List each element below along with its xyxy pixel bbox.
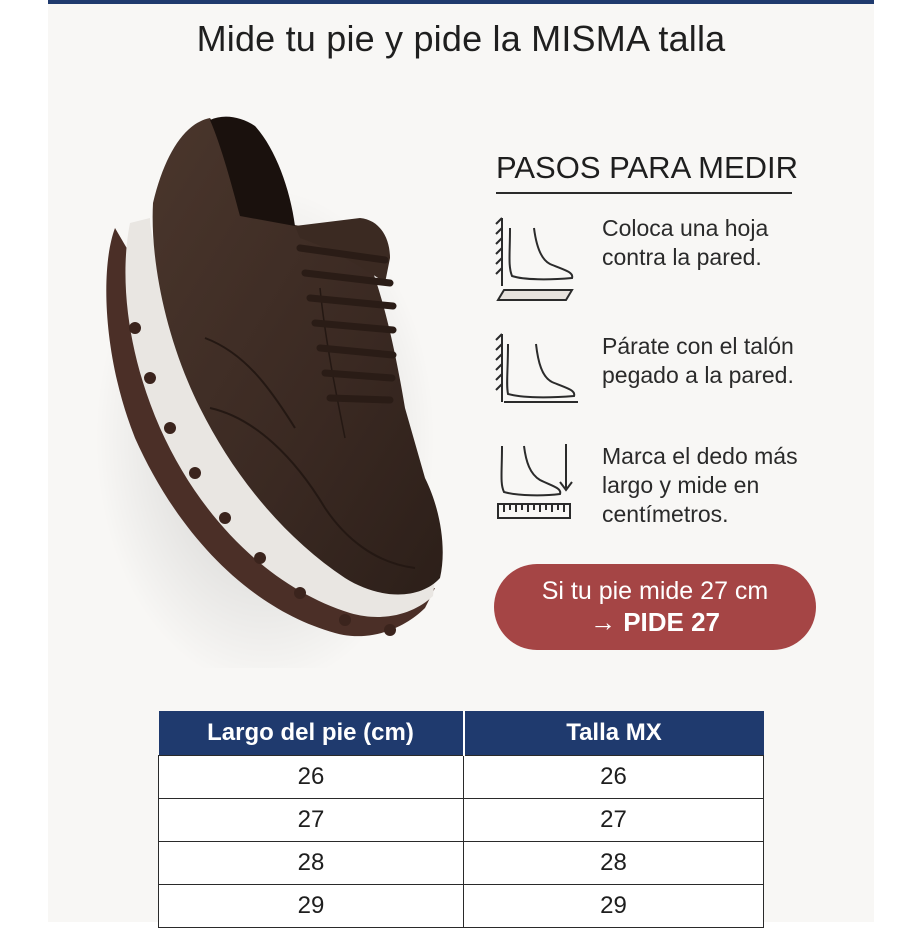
foot-on-paper-against-wall-icon bbox=[494, 214, 578, 304]
cell-foot-length: 28 bbox=[159, 842, 464, 885]
step-3-line-2: largo y mide en bbox=[602, 472, 760, 498]
steps-title: PASOS PARA MEDIR bbox=[496, 150, 799, 185]
header-foot-length: Largo del pie (cm) bbox=[159, 711, 464, 756]
step-1-line-1: Coloca una hoja bbox=[602, 215, 769, 241]
table-row bbox=[159, 756, 764, 799]
step-2-line-2: pegado a la pared. bbox=[602, 362, 794, 388]
brown-sneaker-illustration bbox=[95, 108, 455, 668]
heel-against-wall-icon bbox=[494, 332, 578, 422]
top-accent-bar bbox=[48, 0, 874, 4]
size-tip-line-1: Si tu pie mide 27 cm bbox=[541, 577, 769, 605]
size-table bbox=[158, 711, 764, 928]
size-tip-line-2: → PIDE 27 bbox=[589, 607, 721, 637]
cell-foot-length: 29 bbox=[159, 885, 464, 928]
cell-size-mx: 29 bbox=[464, 885, 764, 928]
size-tip-badge bbox=[494, 564, 816, 650]
table-row bbox=[159, 842, 764, 885]
steps-title-underline bbox=[496, 192, 792, 194]
cell-size-mx: 27 bbox=[464, 799, 764, 842]
table-row bbox=[159, 799, 764, 842]
cell-foot-length: 26 bbox=[159, 756, 464, 799]
foot-ruler-measure-icon bbox=[494, 442, 578, 532]
step-2-line-1: Párate con el talón bbox=[602, 333, 794, 359]
table-row bbox=[159, 885, 764, 928]
table-header-row bbox=[159, 711, 764, 756]
cell-foot-length: 27 bbox=[159, 799, 464, 842]
step-3-line-1: Marca el dedo más bbox=[602, 443, 798, 469]
cell-size-mx: 28 bbox=[464, 842, 764, 885]
step-3-line-3: centímetros. bbox=[602, 501, 729, 527]
shoe-image bbox=[95, 108, 455, 668]
step-1-line-2: contra la pared. bbox=[602, 244, 762, 270]
cell-size-mx: 26 bbox=[464, 756, 764, 799]
header-size-mx: Talla MX bbox=[464, 711, 764, 756]
page-title: Mide tu pie y pide la MISMA talla bbox=[196, 18, 726, 59]
